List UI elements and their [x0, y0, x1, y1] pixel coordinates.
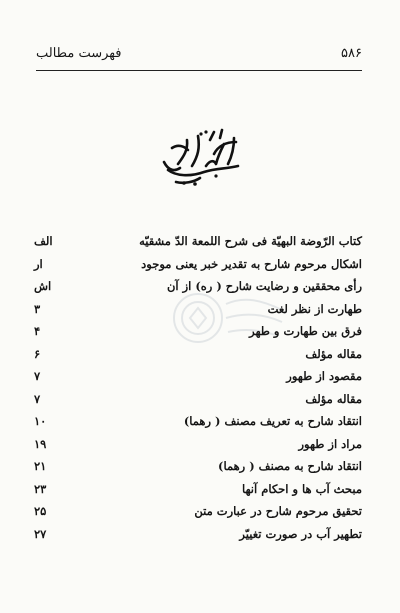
toc-entry-title: فرق بین طهارت و طهر [249, 324, 362, 338]
toc-entry [34, 345, 362, 368]
toc-entry-title: مراد از طهور [298, 436, 362, 451]
toc-entry-title: تطهیر آب در صورت تغییّر [239, 526, 362, 541]
toc-entry-page: ۳ [34, 301, 41, 316]
toc-entry-title: رأی محققین و رضایت شارح ( ره) از آن [166, 279, 362, 293]
header-title: فهرست مطالب [36, 46, 122, 61]
toc-entry-title: اشکال مرحوم شارح به تقدیر خبر یعنی موجود [141, 256, 362, 271]
toc-entry-page: ۲۵ [34, 504, 47, 518]
toc-entry [34, 480, 362, 503]
toc-entry-page: ۶ [34, 346, 41, 361]
toc-entry-title: مقاله مؤلف [305, 346, 362, 361]
toc-entry [34, 277, 362, 300]
toc-entry [34, 300, 362, 323]
toc-entry [34, 502, 362, 525]
toc-entry-title: مقصود از طهور [286, 369, 362, 383]
header-rule [36, 70, 362, 71]
header-page-number: ۵۸۶ [341, 46, 362, 61]
toc-entry-title: انتقاد شارح به مصنف ( رهما) [218, 459, 362, 473]
toc-entry-page: ۷ [34, 391, 41, 406]
toc-entry-title: مبحث آب ها و احکام آنها [242, 481, 362, 496]
toc-entry [34, 525, 362, 548]
toc-entry-page: الف [34, 234, 53, 248]
toc-entry-page: ار [34, 256, 43, 271]
toc-entry-page: ۴ [34, 324, 41, 338]
toc-entry [34, 412, 362, 435]
toc-entry [34, 390, 362, 413]
toc-entry-page: ۷ [34, 369, 41, 383]
toc-entry-title: تحقیق مرحوم شارح در عبارت متن [194, 504, 362, 518]
toc-entry [34, 435, 362, 458]
toc-entry-page: ۱۰ [34, 414, 47, 428]
page-header [36, 44, 362, 68]
toc-entry [34, 367, 362, 390]
toc-entry-page: اش [34, 279, 52, 293]
toc-entry-title: مقاله مؤلف [305, 391, 362, 406]
toc-entry-page: ۲۱ [34, 459, 47, 473]
basmala-calligraphy [154, 126, 246, 192]
toc-entry-page: ۲۳ [34, 481, 47, 496]
table-of-contents [34, 232, 362, 547]
toc-entry [34, 457, 362, 480]
toc-entry-page: ۱۹ [34, 436, 47, 451]
toc-entry [34, 322, 362, 345]
toc-entry [34, 232, 362, 255]
toc-entry-title: انتقاد شارح به تعریف مصنف ( رهما) [183, 414, 362, 428]
toc-entry-title: طهارت از نظر لغت [267, 301, 362, 316]
toc-entry [34, 255, 362, 278]
toc-entry-page: ۲۷ [34, 526, 47, 541]
toc-entry-title: کتاب الرّوضة البهیّة فی شرح اللمعة الدّ مشقیّه [139, 234, 362, 248]
